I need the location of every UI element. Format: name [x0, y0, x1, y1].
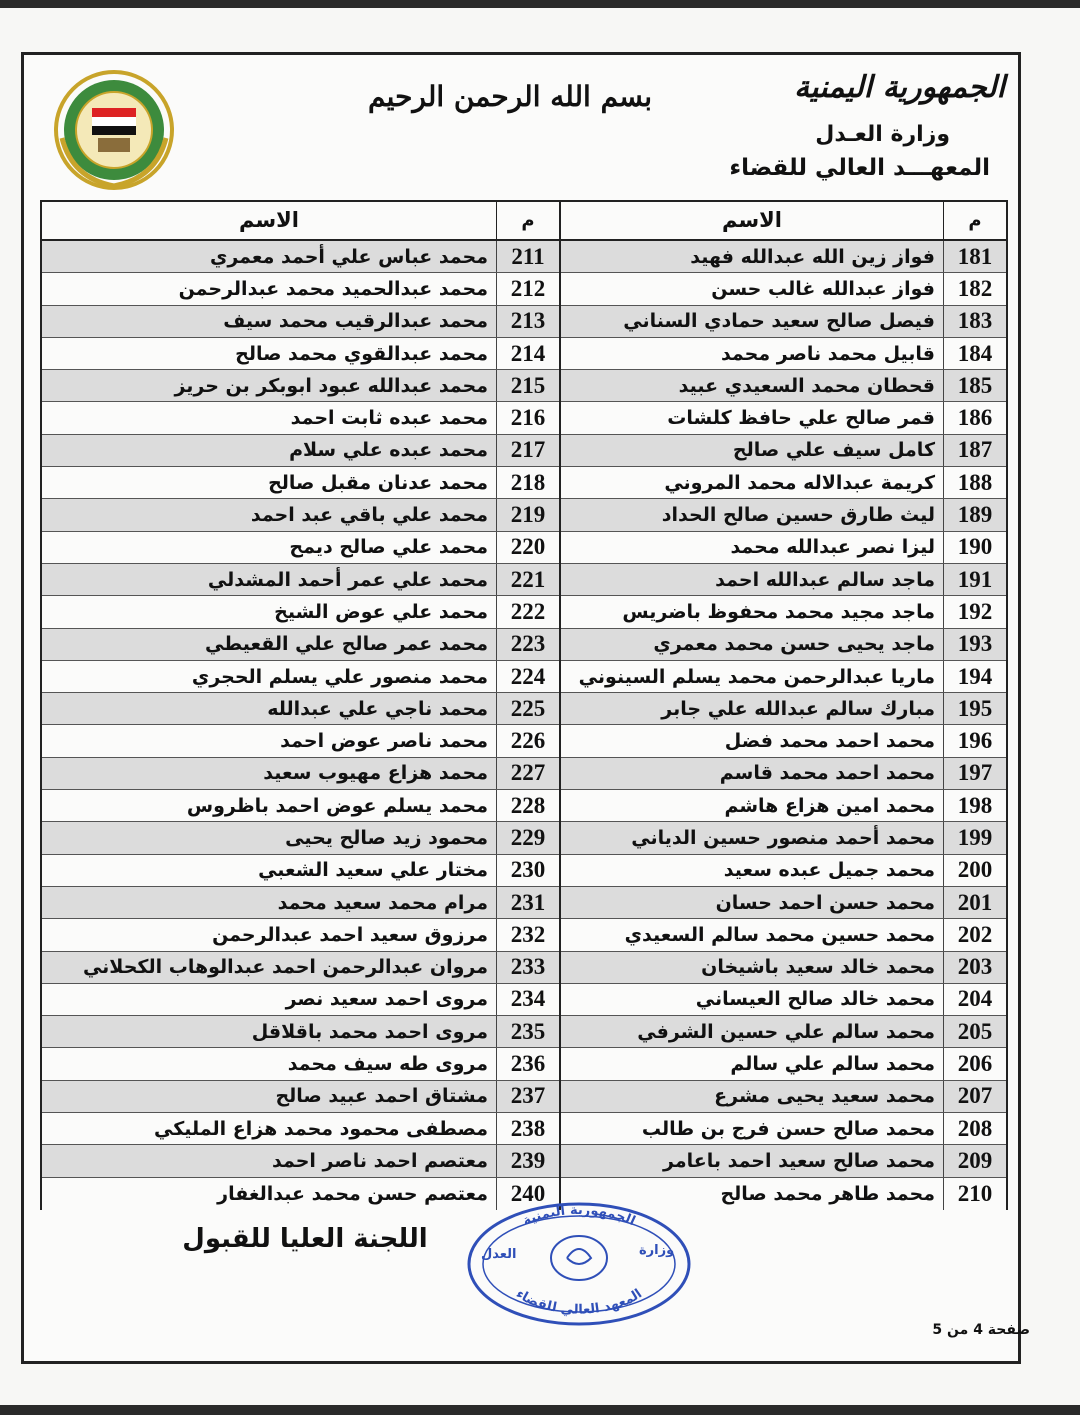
row-number: 236 — [496, 1048, 559, 1079]
row-number: 212 — [496, 273, 559, 304]
table-row — [561, 1016, 1006, 1048]
table-row — [42, 596, 559, 628]
row-number: 206 — [943, 1048, 1006, 1079]
table-row — [561, 467, 1006, 499]
name-header: الاسم — [722, 208, 782, 232]
table-row — [42, 370, 559, 402]
table-row — [561, 822, 1006, 854]
table-row — [561, 629, 1006, 661]
row-name: محمد عباس علي أحمد معمري — [209, 245, 488, 268]
row-number: 190 — [943, 532, 1006, 563]
table-row — [42, 984, 559, 1016]
row-number: 204 — [943, 984, 1006, 1015]
row-name: محمد خالد سعيد باشيخان — [701, 956, 935, 979]
table-row — [42, 1016, 559, 1048]
table-row — [561, 435, 1006, 467]
row-name: محمد عبدالقوي محمد صالح — [235, 342, 488, 365]
table-row — [561, 1048, 1006, 1080]
row-name: مرزوق سعيد احمد عبدالرحمن — [212, 923, 488, 946]
table-row — [561, 499, 1006, 531]
row-number: 214 — [496, 338, 559, 369]
row-number: 223 — [496, 629, 559, 660]
row-name: كامل سيف علي صالح — [732, 439, 935, 462]
table-row — [561, 306, 1006, 338]
row-name: محمود زيد صالح يحيى — [285, 826, 488, 849]
row-name: قابيل محمد ناصر محمد — [720, 342, 935, 365]
row-name: محمد ناصر عوض احمد — [280, 730, 488, 753]
table-row — [561, 661, 1006, 693]
row-number: 200 — [943, 855, 1006, 886]
row-number: 218 — [496, 467, 559, 498]
row-number: 198 — [943, 790, 1006, 821]
names-table — [40, 200, 1008, 1210]
row-name: قمر صالح علي حافظ كلشات — [667, 407, 935, 430]
row-name: فواز زين الله عبدالله فهيد — [690, 245, 935, 268]
official-stamp — [463, 1196, 695, 1328]
row-number: 213 — [496, 306, 559, 337]
row-name: محمد احمد محمد فضل — [724, 730, 935, 753]
left-rows — [42, 241, 559, 1210]
table-row — [561, 532, 1006, 564]
table-row — [42, 758, 559, 790]
row-name: ليث طارق حسين صالح الحداد — [661, 504, 935, 527]
table-row — [42, 725, 559, 757]
row-name: محمد عمر صالح علي القعيطي — [205, 633, 488, 656]
row-number: 187 — [943, 435, 1006, 466]
row-name: كريمة عبدالاله محمد المروني — [664, 471, 935, 494]
row-number: 209 — [943, 1145, 1006, 1176]
row-name: مروان عبدالرحمن احمد عبدالوهاب الكحلاني — [82, 956, 488, 979]
table-row — [561, 1145, 1006, 1177]
row-number: 181 — [943, 241, 1006, 272]
table-row — [561, 758, 1006, 790]
row-name: محمد صالح حسن فرج بن طالب — [641, 1117, 935, 1140]
table-row — [42, 1048, 559, 1080]
top-black-bar — [0, 0, 1080, 8]
table-row — [42, 273, 559, 305]
table-row — [42, 952, 559, 984]
row-number: 239 — [496, 1145, 559, 1176]
table-row — [42, 241, 559, 273]
row-name: مشتاق احمد عبيد صالح — [275, 1085, 488, 1108]
bismillah-heading: بسم الله الرحمن الرحيم — [368, 80, 652, 113]
row-name: ماجد مجيد محمد محفوظ باضريس — [622, 600, 935, 623]
row-name: محمد صالح سعيد احمد باعامر — [663, 1149, 935, 1172]
row-number: 185 — [943, 370, 1006, 401]
row-name: محمد عبده ثابت احمد — [290, 407, 488, 430]
row-name: قحطان محمد السعيدي عبيد — [678, 374, 935, 397]
row-number: 216 — [496, 402, 559, 433]
table-row — [42, 306, 559, 338]
table-row — [561, 693, 1006, 725]
row-name: فيصل صالح سعيد حمادي السناني — [623, 310, 935, 333]
row-number: 194 — [943, 661, 1006, 692]
row-number: 233 — [496, 952, 559, 983]
row-number: 192 — [943, 596, 1006, 627]
row-number: 196 — [943, 725, 1006, 756]
row-number: 230 — [496, 855, 559, 886]
row-name: محمد علي صالح ديمح — [289, 536, 488, 559]
row-number: 237 — [496, 1081, 559, 1112]
table-row — [42, 564, 559, 596]
table-row — [42, 693, 559, 725]
row-number: 227 — [496, 758, 559, 789]
row-name: مروى طه سيف محمد — [287, 1053, 488, 1076]
table-row — [561, 887, 1006, 919]
row-number: 202 — [943, 919, 1006, 950]
row-name: فواز عبدالله غالب حسن — [711, 277, 935, 300]
row-name: محمد طاهر محمد صالح — [720, 1182, 935, 1205]
table-row — [42, 855, 559, 887]
table-row — [42, 661, 559, 693]
bottom-black-bar — [0, 1405, 1080, 1415]
row-number: 188 — [943, 467, 1006, 498]
row-name: محمد هزاع مهيوب سعيد — [263, 762, 488, 785]
table-row — [42, 402, 559, 434]
row-name: محمد علي عوض الشيخ — [274, 600, 488, 623]
row-name: معتصم حسن محمد عبدالغفار — [217, 1182, 488, 1205]
table-row — [561, 919, 1006, 951]
row-name: محمد سالم علي سالم — [730, 1053, 935, 1076]
row-name: مصطفى محمود محمد هزاع المليكي — [153, 1117, 488, 1140]
table-row — [561, 952, 1006, 984]
row-name: مروى احمد محمد باقلاقل — [251, 1020, 488, 1043]
table-row — [561, 273, 1006, 305]
row-number: 222 — [496, 596, 559, 627]
committee-signature: اللجنة العليا للقبول — [182, 1224, 428, 1254]
row-name: محمد علي عمر أحمد المشدلي — [207, 568, 488, 591]
row-number: 235 — [496, 1016, 559, 1047]
row-name: مرام محمد سعيد محمد — [277, 891, 488, 914]
row-name: محمد عبده علي سلام — [289, 439, 488, 462]
table-row — [561, 725, 1006, 757]
table-row — [561, 564, 1006, 596]
row-number: 215 — [496, 370, 559, 401]
table-row — [42, 790, 559, 822]
row-number: 232 — [496, 919, 559, 950]
table-row — [561, 1113, 1006, 1145]
stamp-left-text: العدل — [481, 1247, 517, 1262]
row-number: 208 — [943, 1113, 1006, 1144]
row-name: مبارك سالم عبدالله علي جابر — [661, 697, 935, 720]
row-name: ماريا عبدالرحمن محمد يسلم السينوني — [578, 665, 935, 688]
stamp-bottom-text: المعهد العالي للقضاء — [513, 1286, 645, 1318]
row-name: محمد احمد محمد قاسم — [719, 762, 935, 785]
row-number: 221 — [496, 564, 559, 595]
row-number: 183 — [943, 306, 1006, 337]
row-number: 201 — [943, 887, 1006, 918]
row-name: معتصم احمد ناصر احمد — [272, 1149, 488, 1172]
stamp-top-text: الجمهورية اليمنية — [520, 1202, 638, 1230]
table-row — [42, 338, 559, 370]
svg-text:المعهد العالي للقضاء — [513, 1286, 645, 1317]
row-number: 186 — [943, 402, 1006, 433]
row-name: محمد امين هزاع هاشم — [724, 794, 935, 817]
row-name: مروى احمد سعيد نصر — [285, 988, 488, 1011]
row-number: 238 — [496, 1113, 559, 1144]
row-name: ماجد سالم عبدالله احمد — [715, 568, 935, 591]
table-row — [561, 984, 1006, 1016]
row-number: 220 — [496, 532, 559, 563]
row-name: محمد علي باقي عبد احمد — [250, 504, 488, 527]
republic-title: الجمهورية اليمنية — [794, 70, 1005, 105]
table-row — [561, 402, 1006, 434]
table-row — [42, 435, 559, 467]
row-number: 226 — [496, 725, 559, 756]
row-number: 219 — [496, 499, 559, 530]
row-number: 184 — [943, 338, 1006, 369]
table-row — [42, 1113, 559, 1145]
row-name: مختار علي سعيد الشعبي — [258, 859, 488, 882]
row-name: محمد حسن احمد حسان — [715, 891, 935, 914]
table-row — [561, 596, 1006, 628]
institute-logo-emblem — [52, 68, 176, 192]
row-number: 234 — [496, 984, 559, 1015]
row-name: محمد خالد صالح العيساني — [695, 988, 935, 1011]
row-name: محمد حسين محمد سالم السعيدي — [624, 923, 935, 946]
row-name: محمد منصور علي يسلم الحجري — [191, 665, 488, 688]
row-number: 211 — [496, 241, 559, 272]
right-rows — [561, 241, 1006, 1210]
table-row — [561, 370, 1006, 402]
row-name: محمد عبدالله عبود ابوبكر بن حريز — [174, 374, 488, 397]
row-number: 207 — [943, 1081, 1006, 1112]
table-row — [42, 499, 559, 531]
row-name: محمد سالم علي حسين الشرفي — [637, 1020, 935, 1043]
num-header: م — [496, 202, 559, 239]
table-row — [42, 1145, 559, 1177]
row-number: 199 — [943, 822, 1006, 853]
table-row — [42, 919, 559, 951]
row-name: محمد يسلم عوض احمد باظروس — [186, 794, 488, 817]
row-number: 229 — [496, 822, 559, 853]
row-number: 224 — [496, 661, 559, 692]
row-number: 191 — [943, 564, 1006, 595]
row-number: 205 — [943, 1016, 1006, 1047]
row-number: 203 — [943, 952, 1006, 983]
table-row — [42, 1081, 559, 1113]
table-row — [561, 1081, 1006, 1113]
row-number: 210 — [943, 1178, 1006, 1210]
page-number: صفحة 4 من 5 — [932, 1322, 1030, 1338]
table-row — [561, 241, 1006, 273]
table-row — [561, 338, 1006, 370]
row-name: ماجد يحيى حسن محمد معمري — [653, 633, 935, 656]
row-number: 197 — [943, 758, 1006, 789]
row-name: محمد سعيد يحيى مشرع — [714, 1085, 935, 1108]
table-row — [561, 790, 1006, 822]
row-name: محمد أحمد منصور حسين الدياني — [631, 826, 935, 849]
table-row — [42, 822, 559, 854]
institute-name: المعهـــد العالي للقضاء — [729, 155, 990, 181]
ministry-name: وزارة العـدل — [815, 122, 950, 147]
row-number: 231 — [496, 887, 559, 918]
table-row — [42, 532, 559, 564]
row-name: محمد عدنان مقبل صالح — [268, 471, 488, 494]
row-name: محمد عبدالرقيب محمد سيف — [223, 310, 488, 333]
table-header-left — [42, 202, 559, 241]
row-name: محمد عبدالحميد محمد عبدالرحمن — [178, 277, 488, 300]
row-number: 240 — [496, 1178, 559, 1210]
name-header: الاسم — [239, 208, 299, 232]
row-number: 195 — [943, 693, 1006, 724]
row-name: ليزا نصر عبدالله محمد — [730, 536, 935, 559]
row-number: 182 — [943, 273, 1006, 304]
row-number: 228 — [496, 790, 559, 821]
stamp-right-text: وزارة — [639, 1243, 675, 1258]
row-number: 225 — [496, 693, 559, 724]
table-header-right — [561, 202, 1006, 241]
row-name: محمد ناجي علي عبدالله — [267, 697, 488, 720]
table-row — [561, 855, 1006, 887]
num-header: م — [943, 202, 1006, 239]
row-name: محمد جميل عبده سعيد — [723, 859, 935, 882]
left-column — [42, 202, 559, 1208]
row-number: 189 — [943, 499, 1006, 530]
table-row — [42, 467, 559, 499]
table-row — [42, 887, 559, 919]
table-row — [42, 629, 559, 661]
row-number: 193 — [943, 629, 1006, 660]
row-number: 217 — [496, 435, 559, 466]
right-column — [559, 202, 1006, 1208]
